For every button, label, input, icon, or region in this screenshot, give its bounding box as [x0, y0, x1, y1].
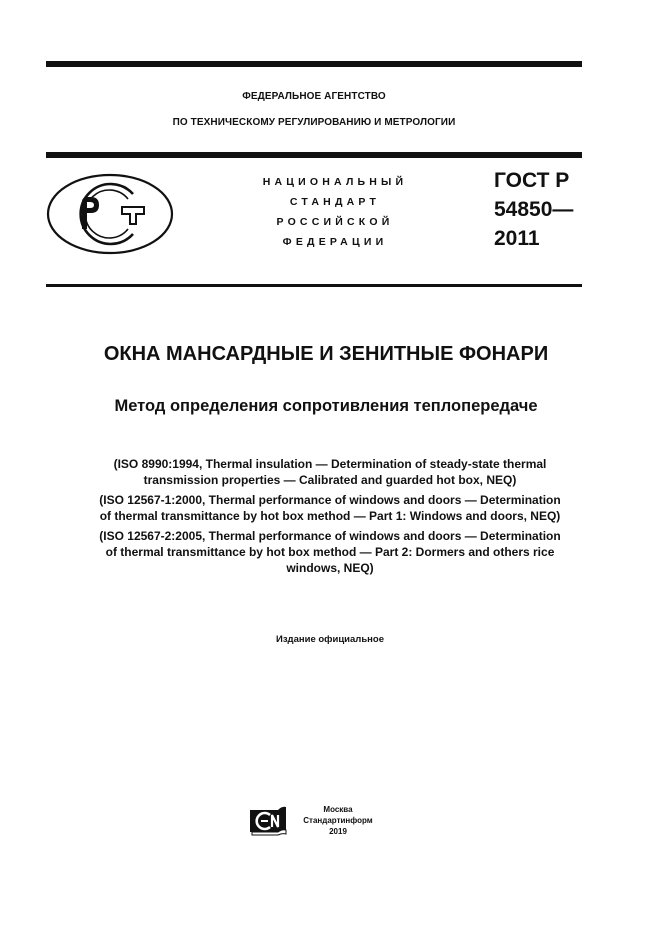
reference-line: (ISO 12567-1:2000, Thermal performance of windows and doors — Determination — [99, 493, 561, 507]
national-standard-label — [250, 172, 420, 252]
iso-references — [50, 456, 610, 580]
national-line: ФЕДЕРАЦИИ — [282, 236, 388, 248]
iso-reference — [50, 492, 610, 524]
bottom-rule — [46, 284, 582, 287]
agency-name-line-2: ПО ТЕХНИЧЕСКОМУ РЕГУЛИРОВАНИЮ И МЕТРОЛОГИИ — [172, 117, 456, 128]
gost-number-line: 2011 — [494, 227, 540, 250]
top-rule — [46, 61, 582, 67]
reference-line: (ISO 12567-2:2005, Thermal performance of windows and doors — Determination — [99, 529, 561, 543]
publisher-city: Москва — [323, 805, 353, 814]
reference-line: of thermal transmittance by hot box method — Part 2: Dormers and others rice — [105, 545, 555, 559]
iso-reference — [50, 456, 610, 488]
reference-line: transmission properties — Calibrated and guarded hot box, NEQ) — [143, 473, 517, 487]
publisher-name: Стандартинформ — [303, 816, 373, 825]
gost-number — [494, 166, 573, 253]
publisher-info — [292, 804, 384, 837]
middle-rule — [46, 152, 582, 158]
gost-r-logo-icon — [46, 172, 174, 256]
document-title: ОКНА МАНСАРДНЫЕ И ЗЕНИТНЫЕ ФОНАРИ — [103, 343, 549, 365]
gost-number-line: ГОСТ Р — [494, 169, 570, 192]
agency-name-line-1: ФЕДЕРАЛЬНОЕ АГЕНТСТВО — [242, 91, 386, 102]
reference-line: windows, NEQ) — [286, 561, 374, 575]
document-subtitle: Метод определения сопротивления теплопередаче — [114, 397, 538, 415]
publisher-year: 2019 — [329, 827, 347, 836]
gost-number-line: 54850— — [494, 198, 574, 221]
standartinform-logo-icon — [248, 804, 288, 836]
national-line: НАЦИОНАЛЬНЫЙ — [262, 176, 408, 188]
national-line: СТАНДАРТ — [289, 196, 381, 208]
iso-reference — [50, 528, 610, 576]
national-line: РОССИЙСКОЙ — [276, 216, 394, 228]
edition-label: Издание официальное — [276, 634, 384, 645]
reference-line: of thermal transmittance by hot box method — Part 1: Windows and doors, NEQ) — [99, 509, 561, 523]
reference-line: (ISO 8990:1994, Thermal insulation — Determination of steady-state thermal — [113, 457, 547, 471]
